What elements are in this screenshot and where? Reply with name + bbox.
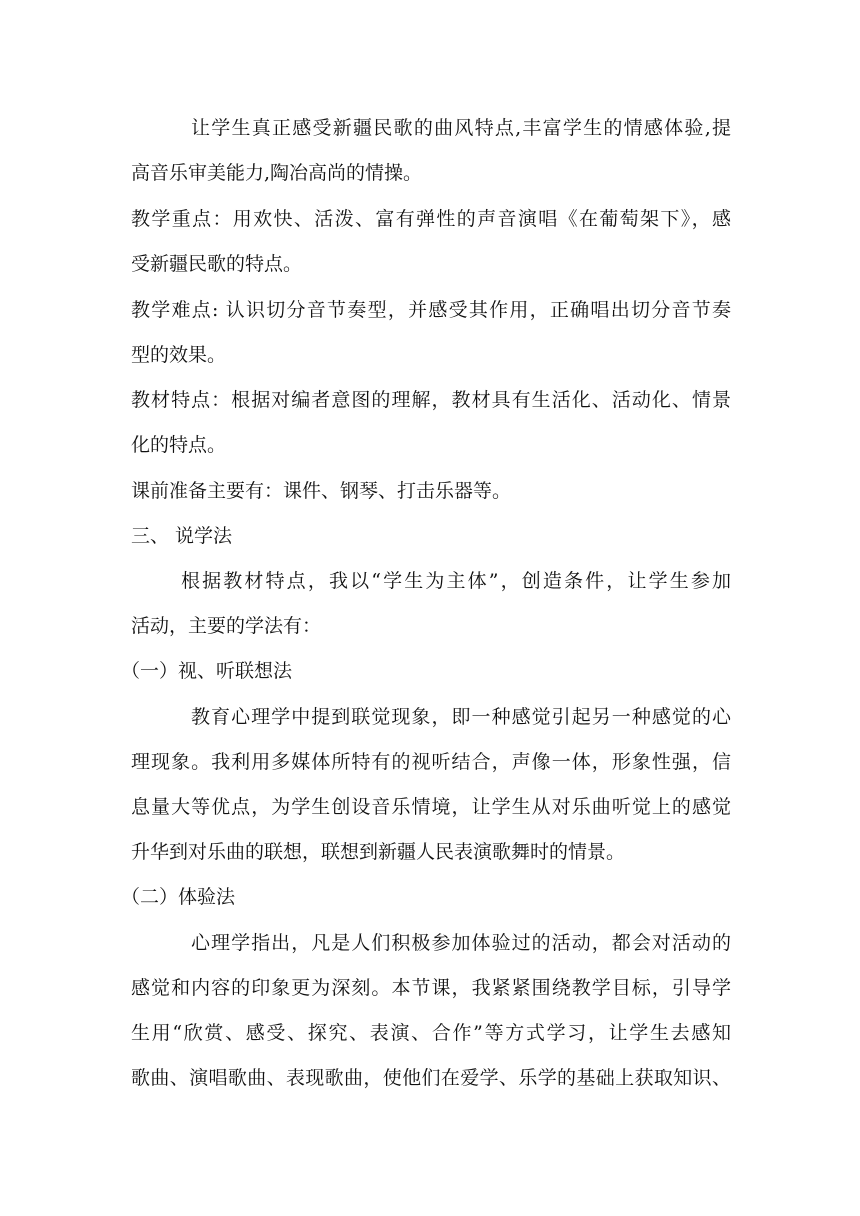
teaching-difficulty-line-1: 教学难点: 认识切分音节奏型，并感受其作用，正确唱出切分音节奏 — [131, 299, 731, 321]
audio-visual-line-4: 升华到对乐曲的联想，联想到新疆人民表演歌舞时的情景。 — [131, 841, 626, 863]
paragraph-goal-line-2: 高音乐审美能力,陶冶高尚的情操。 — [131, 162, 423, 184]
audio-visual-line-3: 息量大等优点，为学生创设音乐情境，让学生从对乐曲听觉上的感觉 — [131, 796, 731, 818]
experience-line-4: 歌曲、演唱歌曲、表现歌曲，使他们在爱学、乐学的基础上获取知识、 — [131, 1067, 731, 1089]
learning-intro-line-2: 活动，主要的学法有： — [131, 615, 322, 637]
teaching-focus-line-1: 教学重点：用欢快、活泼、富有弹性的声音演唱《在葡萄架下》，感 — [131, 208, 731, 230]
paragraph-goal-line-1: 让学生真正感受新疆民歌的曲风特点,丰富学生的情感体验,提 — [191, 117, 731, 139]
experience-line-3: 生用“欣赏、感受、探究、表演、合作”等方式学习，让学生去感知 — [131, 1022, 731, 1044]
audio-visual-line-1: 教育心理学中提到联觉现象，即一种感觉引起另一种感觉的心 — [191, 706, 731, 728]
experience-line-1: 心理学指出，凡是人们积极参加体验过的活动，都会对活动的 — [191, 932, 731, 954]
textbook-feature-line-1: 教材特点：根据对编者意图的理解，教材具有生活化、活动化、情景 — [131, 389, 731, 411]
experience-line-2: 感觉和内容的印象更为深刻。本节课，我紧紧围绕教学目标，引导学 — [131, 977, 731, 999]
preparation-line: 课前准备主要有：课件、钢琴、打击乐器等。 — [131, 480, 512, 502]
subheading-experience: （二）体验法 — [121, 886, 236, 908]
section-heading-learning-method: 三、 说学法 — [131, 525, 233, 547]
subheading-audio-visual: （一）视、听联想法 — [121, 660, 293, 682]
audio-visual-line-2: 理现象。我利用多媒体所特有的视听结合，声像一体，形象性强，信 — [131, 751, 731, 773]
teaching-focus-line-2: 受新疆民歌的特点。 — [131, 253, 303, 275]
textbook-feature-line-2: 化的特点。 — [131, 434, 227, 456]
learning-intro-line-1: 根据教材特点，我以“学生为主体”，创造条件，让学生参加 — [181, 570, 731, 592]
teaching-difficulty-line-2: 型的效果。 — [131, 344, 227, 366]
